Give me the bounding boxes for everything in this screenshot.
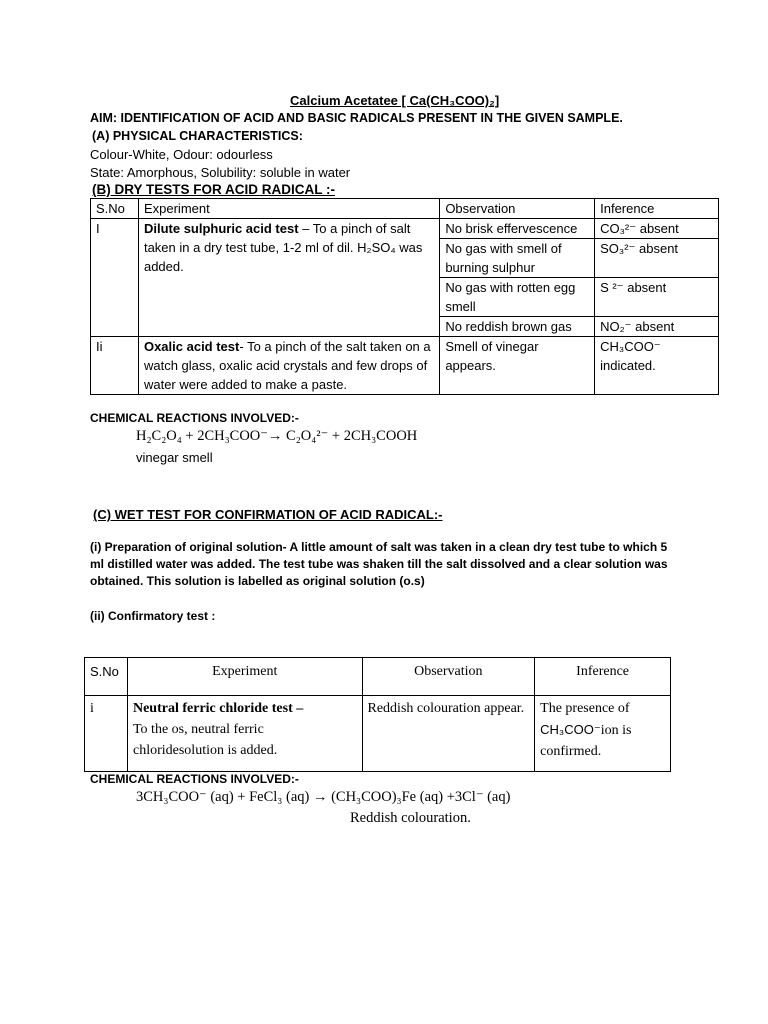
physical-line-2: State: Amorphous, Solubility: soluble in water: [90, 165, 351, 180]
reaction-note-1: vinegar smell: [136, 450, 213, 465]
header-observation: Observation: [440, 199, 595, 219]
row-observation: Smell of vinegar appears.: [440, 337, 595, 395]
row-experiment: [138, 337, 439, 395]
section-a-heading: (A) PHYSICAL CHARACTERISTICS:: [92, 129, 303, 143]
experiment-description: – To a pinch of salt taken in a dry test tube, 1-2 ml of dil. H₂SO₄ was added.: [143, 221, 423, 274]
header-inference: Inference: [535, 658, 671, 696]
reaction-equation-1: H₂C₂O₄ + 2CH₃COO⁻→ C₂O₄²⁻ + 2CH₃COOH: [136, 428, 418, 444]
physical-line-1: Colour-White, Odour: odourless: [90, 147, 273, 162]
header-experiment: Experiment: [127, 658, 362, 696]
confirmatory-test-label: (ii) Confirmatory test :: [90, 609, 216, 623]
experiment-description: - To a pinch of the salt taken on a watch glass, oxalic acid crystals and few drops of water were added to make a paste.: [143, 339, 431, 392]
row-sno: I: [91, 219, 139, 337]
page-title: Calcium Acetatee [ Ca(CH₃COO)₂]: [290, 93, 500, 108]
header-sno: S.No: [85, 658, 128, 696]
aim-line: AIM: IDENTIFICATION OF ACID AND BASIC RADICALS PRESENT IN THE GIVEN SAMPLE.: [90, 111, 623, 125]
table-header-row: [85, 658, 671, 696]
prep-paragraph-line-3: obtained. This solution is labelled as original solution (o.s): [90, 574, 425, 588]
row-inference: SO₃²⁻ absent: [595, 239, 719, 278]
row-sno: i: [85, 696, 128, 772]
section-b-heading: (B) DRY TESTS FOR ACID RADICAL :-: [92, 182, 335, 197]
inference-text-1: The presence of: [540, 701, 630, 716]
inference-text-2: ion is confirmed.: [540, 723, 632, 759]
confirmatory-table: [84, 657, 671, 772]
table-header-row: [91, 199, 719, 219]
row-experiment: [138, 219, 439, 337]
table-row: [91, 337, 719, 395]
row-inference: NO₂⁻ absent: [595, 317, 719, 337]
reactions-heading-2: CHEMICAL REACTIONS INVOLVED:-: [90, 772, 299, 786]
table-row: [85, 696, 671, 772]
inference-ion: CH₃COO⁻: [540, 722, 601, 737]
reactions-heading-1: CHEMICAL REACTIONS INVOLVED:-: [90, 411, 299, 425]
reaction-equation-2: 3CH₃COO⁻ (aq) + FeCl₃ (aq) → (CH₃COO)₃Fe (aq) +3Cl⁻ (aq): [136, 789, 511, 805]
prep-text-1: - A little amount of salt was taken in a clean dry test tube to which 5: [282, 540, 668, 554]
dry-tests-table: [90, 198, 719, 395]
header-sno: S.No: [91, 199, 139, 219]
experiment-name: Neutral ferric chloride test –: [132, 701, 304, 716]
row-observation: No brisk effervescence: [440, 219, 595, 239]
row-observation: Reddish colouration appear.: [362, 696, 535, 772]
experiment-description: To the os, neutral ferric chloridesolution is added.: [132, 722, 278, 758]
row-observation: No gas with smell of burning sulphur: [440, 239, 595, 278]
row-inference: [535, 696, 671, 772]
prep-paragraph-line-2: ml distilled water was added. The test tube was shaken till the salt dissolved and a clear solution was: [90, 557, 668, 571]
section-c-heading: (C) WET TEST FOR CONFIRMATION OF ACID RADICAL:-: [93, 507, 443, 522]
header-observation: Observation: [362, 658, 535, 696]
header-experiment: Experiment: [138, 199, 439, 219]
row-observation: No gas with rotten egg smell: [440, 278, 595, 317]
prep-label: (i) Preparation of original solution: [90, 540, 283, 554]
row-inference: CO₃²⁻ absent: [595, 219, 719, 239]
experiment-name: Oxalic acid test: [143, 339, 240, 354]
reaction-note-2: Reddish colouration.: [350, 810, 471, 826]
row-inference: S ²⁻ absent: [595, 278, 719, 317]
header-inference: Inference: [595, 199, 719, 219]
row-inference: CH₃COO⁻ indicated.: [595, 337, 719, 395]
row-sno: Ii: [91, 337, 139, 395]
experiment-name: Dilute sulphuric acid test: [143, 221, 299, 236]
prep-paragraph-line-1: [90, 540, 667, 554]
row-experiment: [127, 696, 362, 772]
row-observation: No reddish brown gas: [440, 317, 595, 337]
table-row: [91, 219, 719, 239]
